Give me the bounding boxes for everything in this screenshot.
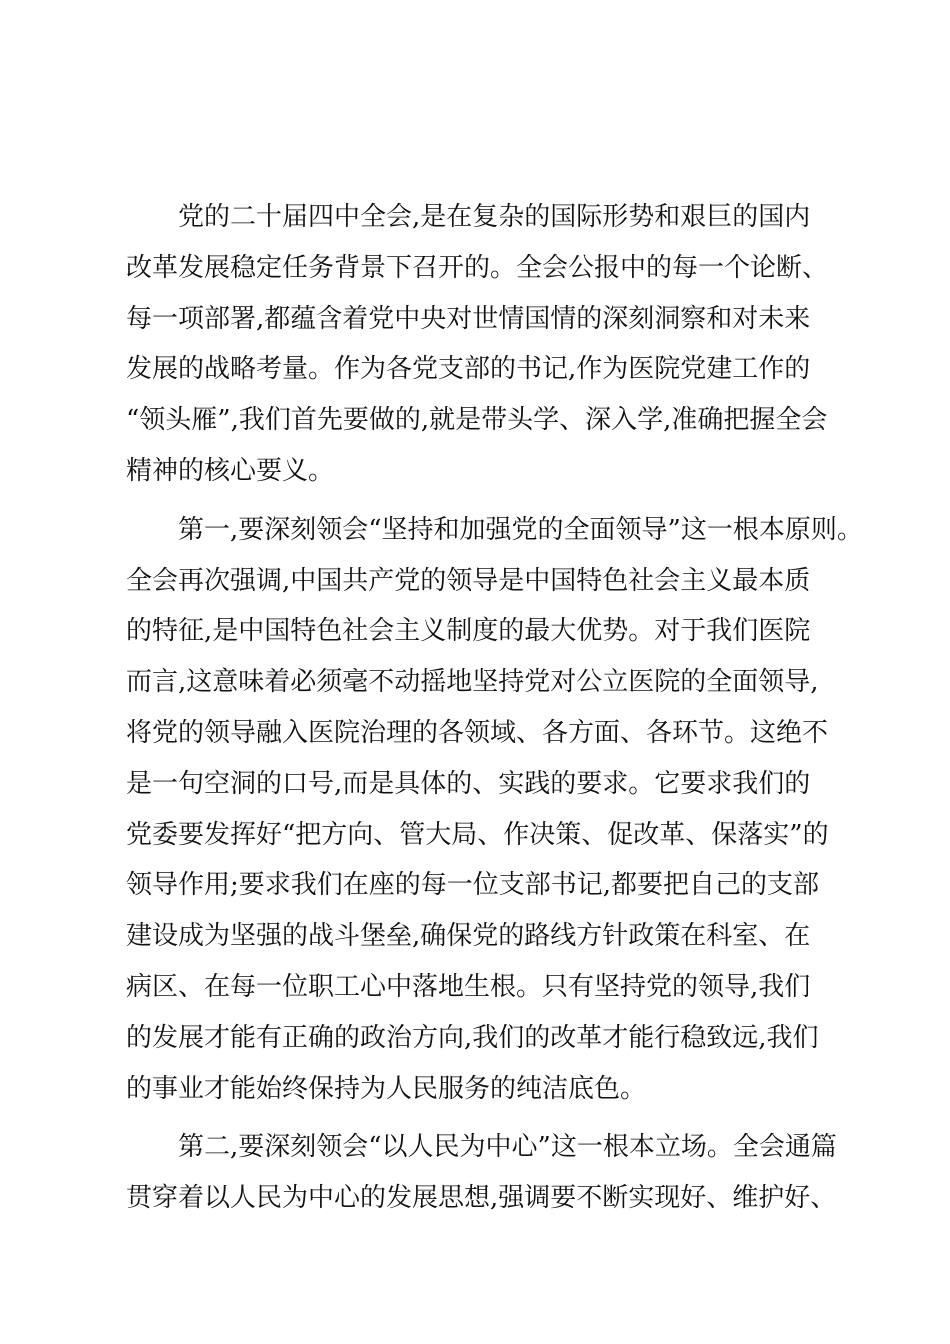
text-line: 精神的核心要义。 bbox=[126, 455, 335, 486]
paragraph-3 bbox=[126, 1122, 837, 1224]
paragraph-1 bbox=[126, 192, 829, 497]
text-line: 改革发展稳定任务背景下召开的。全会公报中的每一个论断、 bbox=[126, 252, 829, 283]
text-line: 党委要发挥好“把方向、管大局、作决策、促改革、保落实”的 bbox=[126, 819, 829, 850]
text-line: 病区、在每一位职工心中落地生根。只有坚持党的领导,我们 bbox=[126, 971, 811, 1002]
text-line: 是一句空洞的口号,而是具体的、实践的要求。它要求我们的 bbox=[126, 768, 811, 799]
text-line: 建设成为坚强的战斗堡垒,确保党的路线方针政策在科室、在 bbox=[126, 921, 811, 952]
text-line: “领头雁”,我们首先要做的,就是带头学、深入学,准确把握全会 bbox=[126, 405, 828, 436]
paragraph-spacer bbox=[126, 497, 826, 505]
text-line: 将党的领导融入医院治理的各领域、各方面、各环节。这绝不 bbox=[126, 717, 829, 748]
text-line: 第一,要深刻领会“坚持和加强党的全面领导”这一根本原则。 bbox=[178, 514, 863, 545]
text-line: 第二,要深刻领会“以人民为中心”这一根本立场。全会通篇 bbox=[178, 1132, 837, 1163]
text-line: 领导作用;要求我们在座的每一位支部书记,都要把自己的支部 bbox=[126, 870, 820, 901]
document-body bbox=[126, 192, 863, 1224]
paragraph-spacer bbox=[126, 1114, 826, 1122]
text-line: 贯穿着以人民为中心的发展思想,强调要不断实现好、维护好、 bbox=[126, 1183, 837, 1214]
text-line: 党的二十届四中全会,是在复杂的国际形势和艰巨的国内 bbox=[178, 202, 811, 232]
text-line: 的特征,是中国特色社会主义制度的最大优势。对于我们医院 bbox=[126, 616, 811, 647]
text-line: 全会再次强调,中国共产党的领导是中国特色社会主义最本质 bbox=[126, 565, 811, 596]
text-line: 的事业才能始终保持为人民服务的纯洁底色。 bbox=[126, 1073, 647, 1104]
text-line: 每一项部署,都蕴含着党中央对世情国情的深刻洞察和对未来 bbox=[126, 303, 811, 334]
text-line: 而言,这意味着必须毫不动摇地坚持党对公立医院的全面领导, bbox=[126, 667, 819, 698]
text-line: 发展的战略考量。作为各党支部的书记,作为医院党建工作的 bbox=[126, 354, 811, 385]
paragraph-2 bbox=[126, 505, 863, 1115]
text-line: 的发展才能有正确的政治方向,我们的改革才能行稳致远,我们 bbox=[126, 1022, 819, 1053]
